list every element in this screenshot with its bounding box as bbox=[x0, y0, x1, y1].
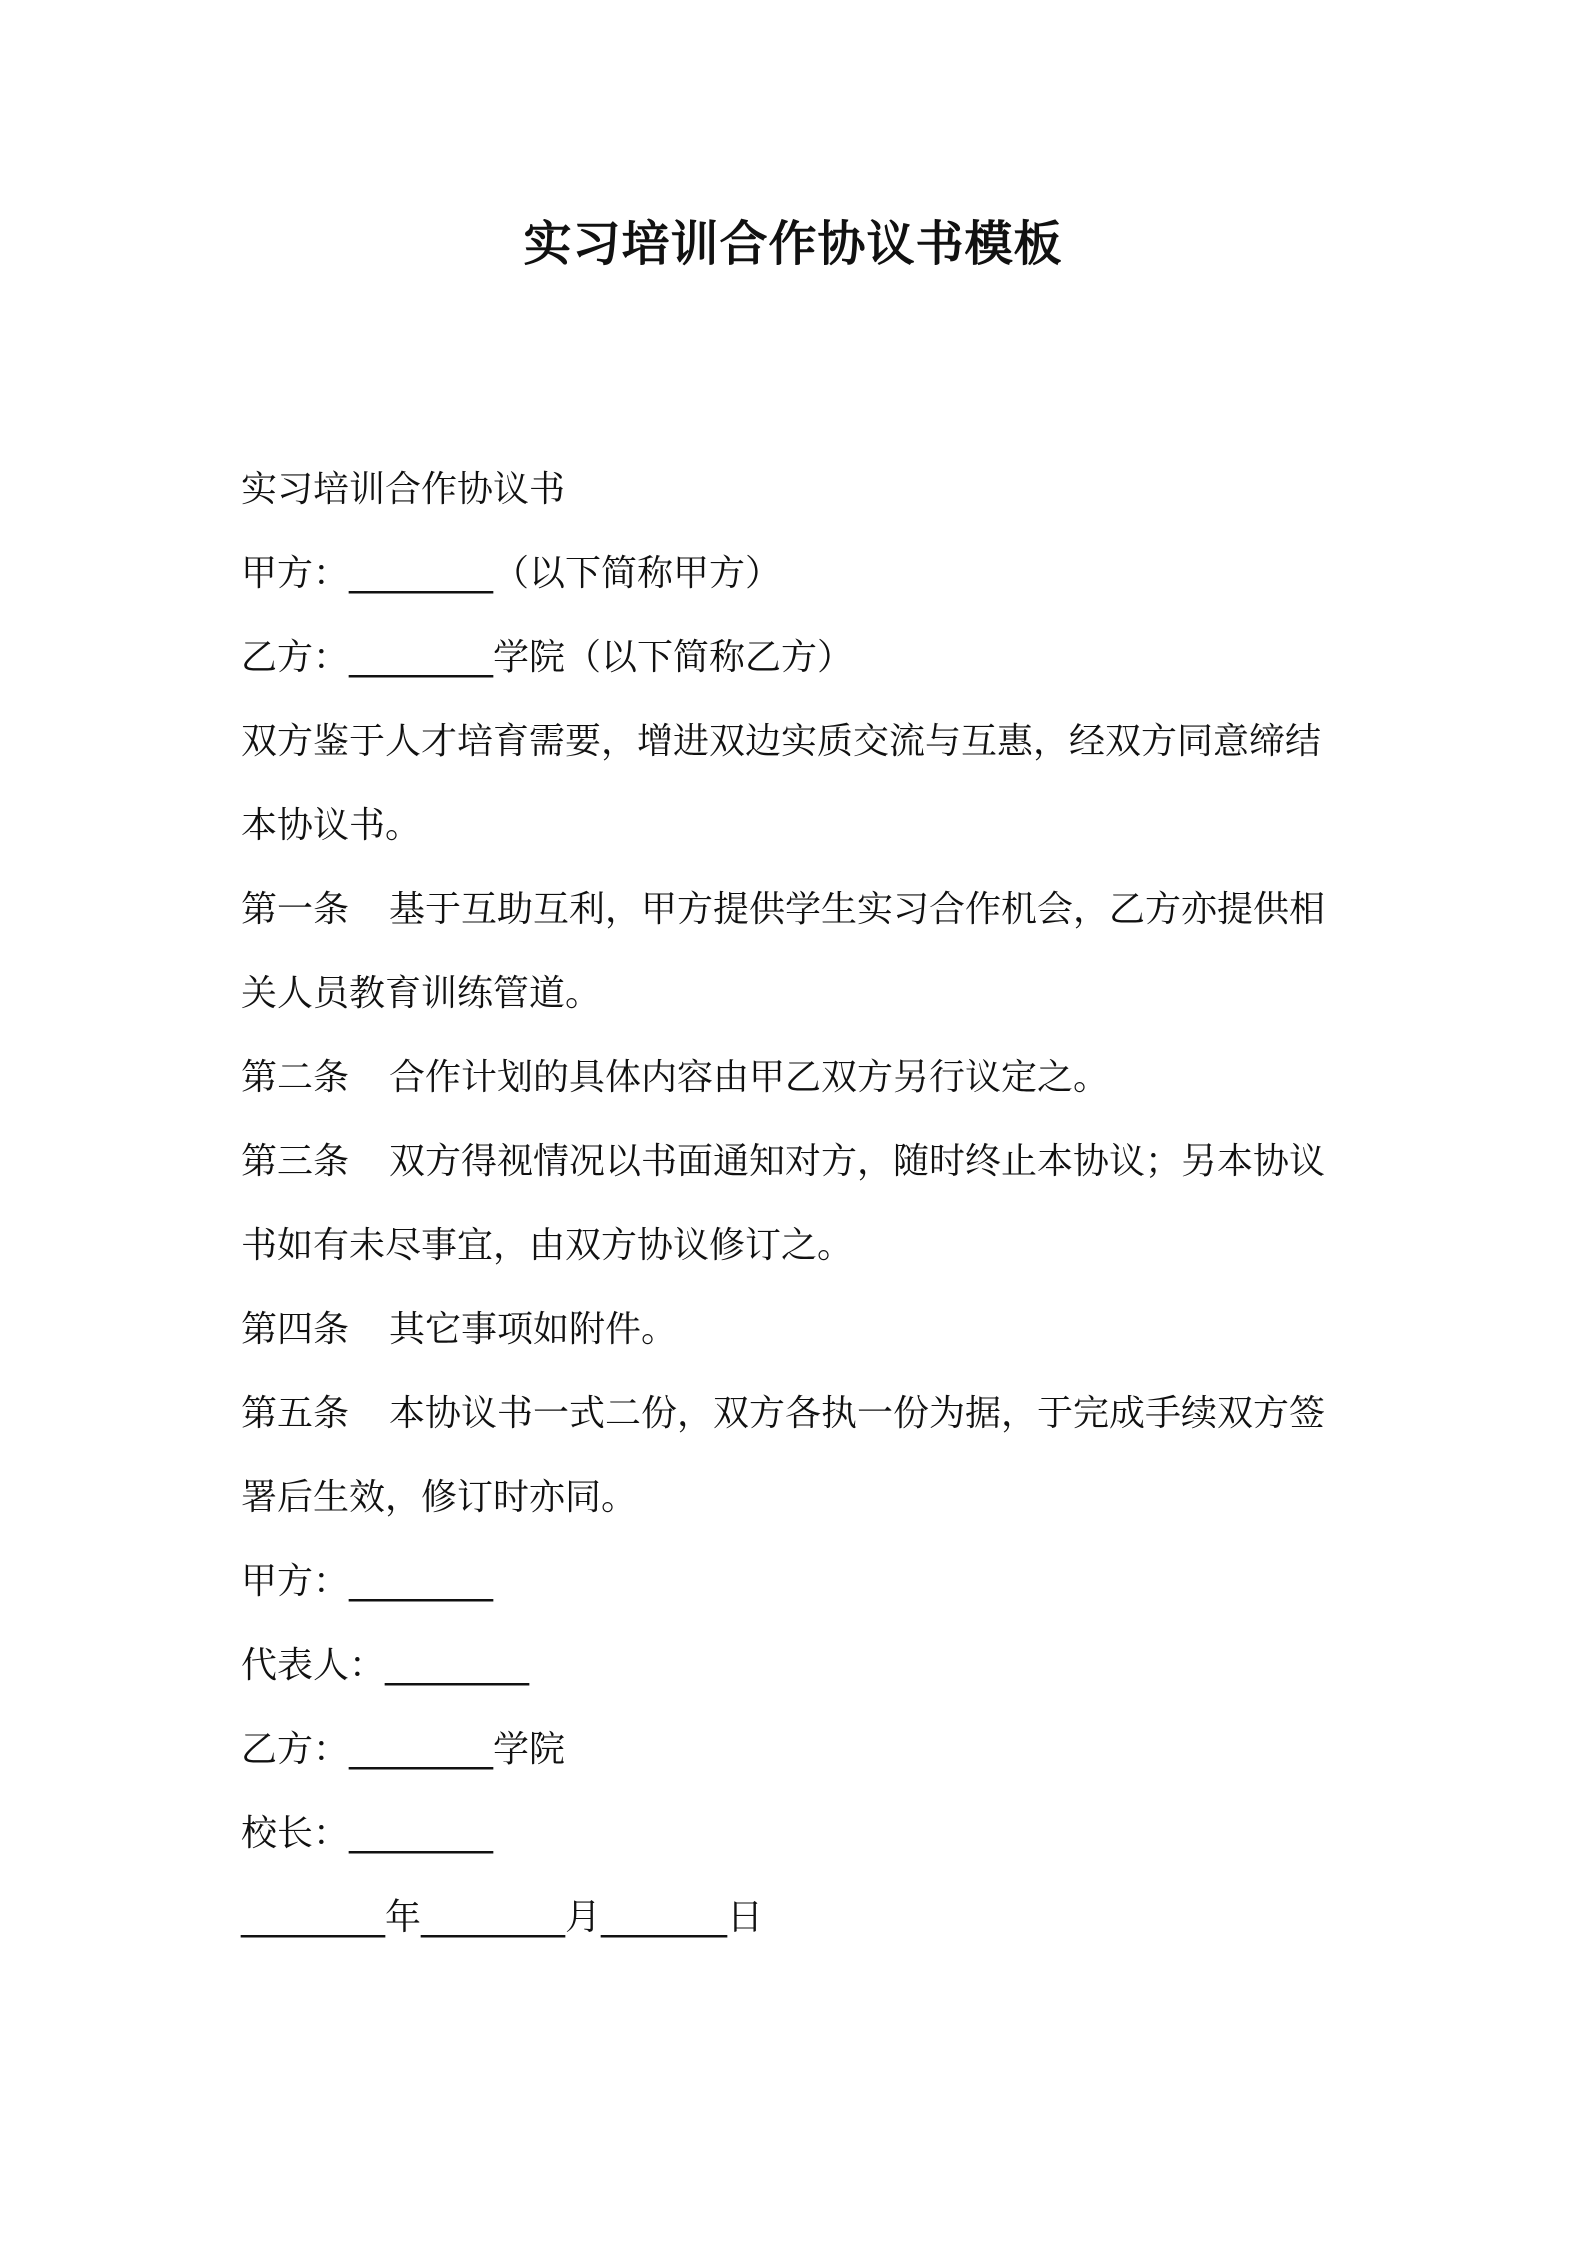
document-body bbox=[241, 448, 1361, 1960]
article-5-line-2: 署后生效，修订时亦同。 bbox=[241, 1477, 638, 1518]
article-3-text: 双方得视情况以书面通知对方，随时终止本协议；另本协议 bbox=[389, 1141, 1326, 1182]
article-1-label: 第一条 bbox=[241, 889, 350, 930]
signature-party-a: 甲方：________ bbox=[241, 1561, 494, 1602]
article-5-text: 本协议书一式二份，双方各执一份为据，于完成手续双方签 bbox=[389, 1393, 1326, 1434]
article-2-label: 第二条 bbox=[241, 1057, 350, 1098]
agreement-subtitle: 实习培训合作协议书 bbox=[241, 469, 566, 510]
document-title: 实习培训合作协议书模板 bbox=[523, 216, 1063, 272]
signature-principal: 校长：________ bbox=[241, 1813, 494, 1854]
article-2-line-1 bbox=[241, 1036, 1361, 1120]
party-a-intro: 甲方：________（以下简称甲方） bbox=[241, 553, 782, 594]
party-b-intro: 乙方：________学院（以下简称乙方） bbox=[241, 637, 854, 678]
article-3-label: 第三条 bbox=[241, 1141, 350, 1182]
article-1-text: 基于互助互利，甲方提供学生实习合作机会，乙方亦提供相 bbox=[389, 889, 1326, 930]
article-4-label: 第四条 bbox=[241, 1309, 350, 1350]
signature-representative: 代表人：________ bbox=[241, 1645, 530, 1686]
article-4-line-1 bbox=[241, 1288, 1361, 1372]
preamble-line-1: 双方鉴于人才培育需要，增进双边实质交流与互惠，经双方同意缔结 bbox=[241, 721, 1322, 762]
article-5-label: 第五条 bbox=[241, 1393, 350, 1434]
article-4-text: 其它事项如附件。 bbox=[389, 1309, 678, 1350]
article-1-line-1 bbox=[241, 868, 1361, 952]
signature-date: ________年________月_______日 bbox=[241, 1897, 763, 1938]
signature-party-b: 乙方：________学院 bbox=[241, 1729, 566, 1770]
article-1-line-2: 关人员教育训练管道。 bbox=[241, 973, 602, 1014]
article-3-line-1 bbox=[241, 1120, 1361, 1204]
preamble-line-2: 本协议书。 bbox=[241, 805, 422, 846]
article-5-line-1 bbox=[241, 1372, 1361, 1456]
article-3-line-2: 书如有未尽事宜，由双方协议修订之。 bbox=[241, 1225, 854, 1266]
article-2-text: 合作计划的具体内容由甲乙双方另行议定之。 bbox=[389, 1057, 1110, 1098]
